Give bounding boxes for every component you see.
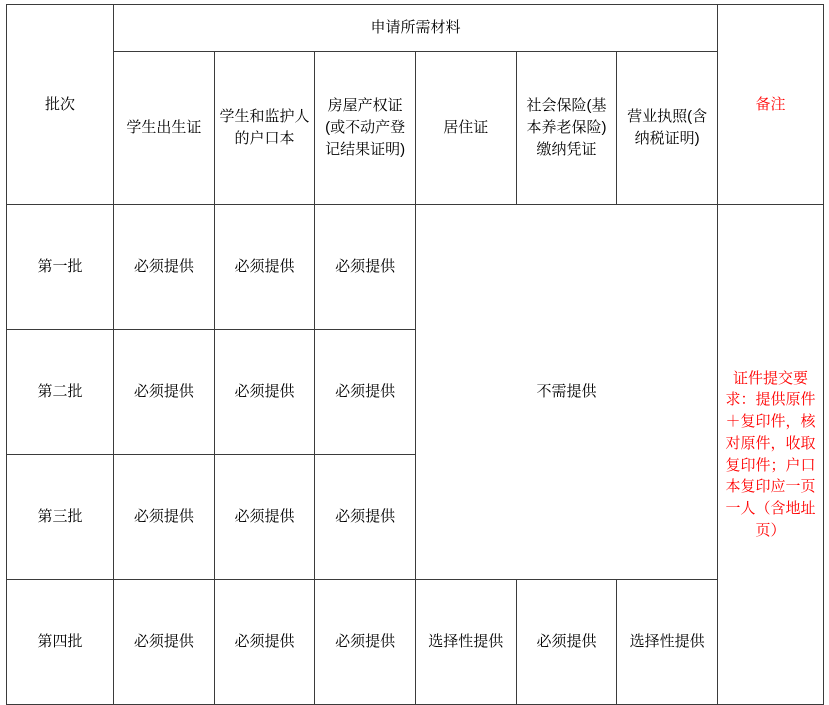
cell-batch4-household-register: 必须提供: [214, 580, 315, 705]
row-batch-1: 第一批: [7, 205, 114, 330]
table-header-row-columns: [7, 52, 824, 205]
cell-batch2-birth-certificate: 必须提供: [114, 330, 215, 455]
header-col-household-register: 学生和监护人的户口本: [214, 52, 315, 205]
header-batch: 批次: [7, 5, 114, 205]
cell-batch4-business-license: 选择性提供: [617, 580, 718, 705]
cell-batch3-property-certificate: 必须提供: [315, 455, 416, 580]
cell-batch4-birth-certificate: 必须提供: [114, 580, 215, 705]
header-group-materials: 申请所需材料: [114, 5, 718, 52]
header-col-business-license: 营业执照(含纳税证明): [617, 52, 718, 205]
cell-batch2-property-certificate: 必须提供: [315, 330, 416, 455]
cell-batch1-household-register: 必须提供: [214, 205, 315, 330]
table-row: [7, 580, 824, 705]
cell-batch2-household-register: 必须提供: [214, 330, 315, 455]
cell-batch4-residence-permit: 选择性提供: [415, 580, 516, 705]
table-header-row-group: [7, 5, 824, 52]
row-batch-3: 第三批: [7, 455, 114, 580]
cell-note: 证件提交要求：提供原件＋复印件，核对原件，收取复印件；户口本复印应一页一人（含地址页）: [718, 205, 824, 705]
header-col-birth-certificate: 学生出生证: [114, 52, 215, 205]
cell-batch3-birth-certificate: 必须提供: [114, 455, 215, 580]
cell-batch4-social-insurance: 必须提供: [516, 580, 617, 705]
cell-batch1-birth-certificate: 必须提供: [114, 205, 215, 330]
header-col-property-certificate: 房屋产权证(或不动产登记结果证明): [315, 52, 416, 205]
header-note: 备注: [718, 5, 824, 205]
document-page: [0, 4, 829, 676]
cell-not-required-merged: 不需提供: [415, 205, 717, 580]
row-batch-4: 第四批: [7, 580, 114, 705]
header-col-social-insurance: 社会保险(基本养老保险)缴纳凭证: [516, 52, 617, 205]
cell-batch4-property-certificate: 必须提供: [315, 580, 416, 705]
cell-batch3-household-register: 必须提供: [214, 455, 315, 580]
row-batch-2: 第二批: [7, 330, 114, 455]
header-col-residence-permit: 居住证: [415, 52, 516, 205]
table-row: [7, 205, 824, 330]
requirements-table: [6, 4, 824, 705]
cell-batch1-property-certificate: 必须提供: [315, 205, 416, 330]
